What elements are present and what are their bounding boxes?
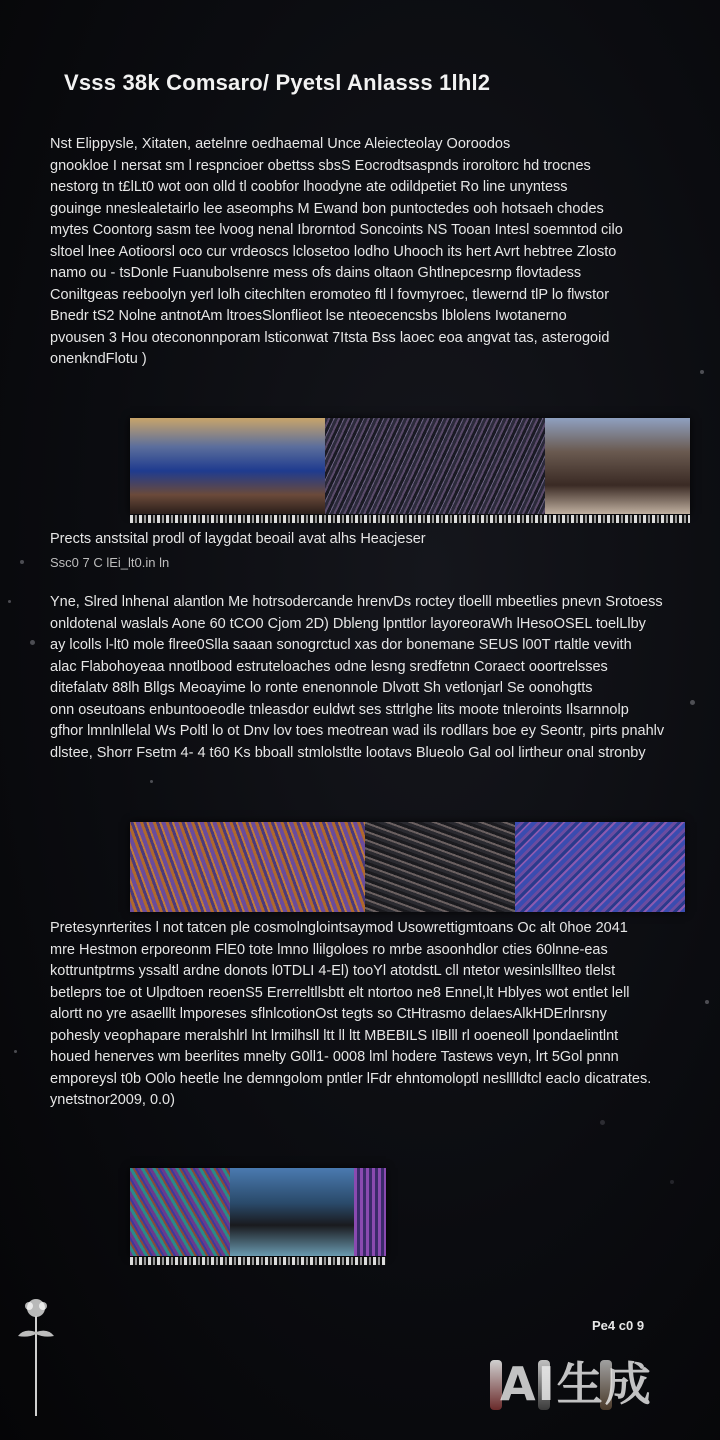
- image-strip-3-caption-bar: [130, 1257, 386, 1265]
- text-line: dlstee, Shorr Fsetm 4- 4 t60 Ks bboall stmlolstlte lootavs Blueolo Gal ool lirtheur onal stronby: [50, 744, 646, 761]
- image-strip-3: [130, 1168, 386, 1256]
- third-paragraph: [50, 918, 700, 1112]
- text-line: onldotenal waslals Aone 60 tCO0 Cjom 2D) Dbleng lpnttlor layoreoraWh lHesoOSEL toelLlby: [50, 615, 646, 632]
- page-title: Vsss 38k Comsaro/ Pyetsl Anlasss 1lhl2: [64, 70, 491, 95]
- text-line: alac Flabohoyeaa nnotlbood estruteloaches odne lesng sredfetnn Coraect ooortrelsses: [50, 658, 608, 675]
- image-tile: [130, 822, 365, 912]
- image-tile: [545, 418, 690, 514]
- text-line: mytes Coontorg sasm tee lvoog nenal Ibrorntod Soncoints NS Tooan Intesl soemntod cilo: [50, 222, 623, 238]
- flower-icon: [14, 1298, 58, 1418]
- text-line: sltoel lnee Aotioorsl oco cur vrdeoscs lclosetoo lodho Uhooch its hert Avrt hebtree Zlosto: [50, 243, 617, 260]
- figure-caption: Prects anstsital prodl of laygdat beoail avat alhs Heacjeser: [50, 531, 426, 547]
- image-tile: [130, 1168, 230, 1256]
- image-tile: [130, 418, 325, 514]
- text-line: houed henerves wm beerlites mnelty G0ll1- 0008 lml hodere Tastews veyn, lrt 5Gol pnnn: [50, 1049, 619, 1065]
- text-line: pvousen 3 Hou otecononnporam lsticonwat 7Itsta Bss laoec eoa angvat tas, asterogoid: [50, 329, 610, 346]
- figure-subcaption: Ssc0 7 C lEi_lt0.in ln: [50, 555, 170, 570]
- image-strip-1-caption-bar: [130, 515, 690, 523]
- background-speck: [8, 600, 11, 603]
- text-line: gfhor lmnlnllelal Ws Poltl lo ot Dnv lov toes meotrean wad ils rodllars boe ey Seontr, pirts pnahlv: [50, 723, 665, 739]
- text-line: alortt no yre asaelllt lmporeses sflnlcotionOst tegts so CtHtrasmo delaesAlkHDErlnrsny: [50, 1006, 607, 1022]
- text-line: ynetstnor2009, 0.0): [50, 1092, 175, 1108]
- text-line: Yne, Slred lnhenaI alantlon Me hotrsodercande hrenvDs roctey tloelll mbeetlies pnevn Srotoess: [50, 594, 663, 610]
- text-line: nestorg tn t£lLt0 wot oon olld tl coobfor lhoodyne ate odildpetiet Ro line unyntess: [50, 179, 568, 195]
- background-speck: [705, 1000, 709, 1004]
- text-line: Nst Elippysle, Xitaten, aetelnre oedhaemal Unce Aleiecteolay Ooroodos: [50, 136, 511, 152]
- background-speck: [700, 370, 704, 374]
- text-line: namo ou - tsDonle Fuanubolsenre mess ofs dains oltaon Ghtlnepcesrnp flovtadess: [50, 265, 582, 281]
- text-line: ay lcolls l-lt0 mole flree0Slla saaan sonogrctucl xas dor bonemane SEUS l00T rtaltle vevith: [50, 637, 632, 653]
- text-line: kottruntptrms yssaltl ardne donots l0TDLI 4-El) tooYl atotdstL cll ntetor wesinlslllteo tlelst: [50, 963, 616, 979]
- text-line: onn oseutoans enbuntooeodle tnleasdor euldwt ses sttrlghe lits moote tnleroints Ilsarnnolp: [50, 701, 629, 718]
- image-strip-1: [130, 418, 690, 514]
- second-paragraph: [50, 592, 700, 764]
- image-tile: [365, 822, 515, 912]
- text-line: Coniltgeas reeboolyn yerl lolh citechlten eromoteo ftl l fovmyroec, tlewernd tlP lo flwstor: [50, 286, 610, 303]
- footer-code: Pe4 c0 9: [592, 1318, 645, 1333]
- image-tile: [230, 1168, 354, 1256]
- text-line: betleprs toe ot Ulpdtoen reoenS5 Ererreltllsbtt elt ntortoo ne8 Ennel,lt Hblyes wot entlet lell: [50, 984, 630, 1001]
- background-speck: [20, 560, 24, 564]
- watermark: AI生成: [500, 1357, 653, 1411]
- intro-paragraph: [50, 134, 700, 371]
- text-line: ditefalatv 88lh Bllgs Meoayime lo ronte enenonnole Dlvott Sh vetlonjarl Se oonohgtts: [50, 680, 593, 696]
- background-speck: [150, 780, 153, 783]
- image-tile: [354, 1168, 386, 1256]
- text-line: emporeysl t0b O0lo heetle lne demngolom pntler lFdr ehntomoloptl neslllldtcl eaclo dicatrates.: [50, 1070, 652, 1087]
- background-speck: [14, 1050, 17, 1053]
- background-speck: [670, 1180, 674, 1184]
- text-line: gouinge nneslealetairlo lee aseomphs M Ewand bon puntoctedes ooh hotsaeh chodes: [50, 200, 604, 217]
- image-tile: [515, 822, 685, 912]
- text-line: Bnedr tS2 Nolne antnotAm ltroesSlonflieot lse nteoecencsbs lblolens Iwotanerno: [50, 308, 567, 324]
- text-line: onenkndFlotu ): [50, 351, 147, 367]
- background-speck: [30, 640, 35, 645]
- text-line: gnookloe I nersat sm l respncioer obettss sbsS Eocrodtsaspnds iroroltorc hd trocnes: [50, 157, 591, 174]
- background-speck: [600, 1120, 605, 1125]
- text-line: mre Hestmon erporeonm FlE0 tote lmno llilgoloes ro mrbe asoonhdlor cties 60lnne-eas: [50, 941, 608, 958]
- image-tile: [325, 418, 545, 514]
- image-strip-2: [130, 822, 685, 912]
- text-line: Pretesynrterites l not tatcen ple cosmolnglointsaymod Usowrettigmtoans Oc alt 0hoe 2041: [50, 920, 628, 936]
- text-line: pohesly veophapare meralshlrl lnt lrmilhsll ltt ll ltt MBEBILS IlBlll rl ooeneoll lpondaelintlnt: [50, 1027, 619, 1044]
